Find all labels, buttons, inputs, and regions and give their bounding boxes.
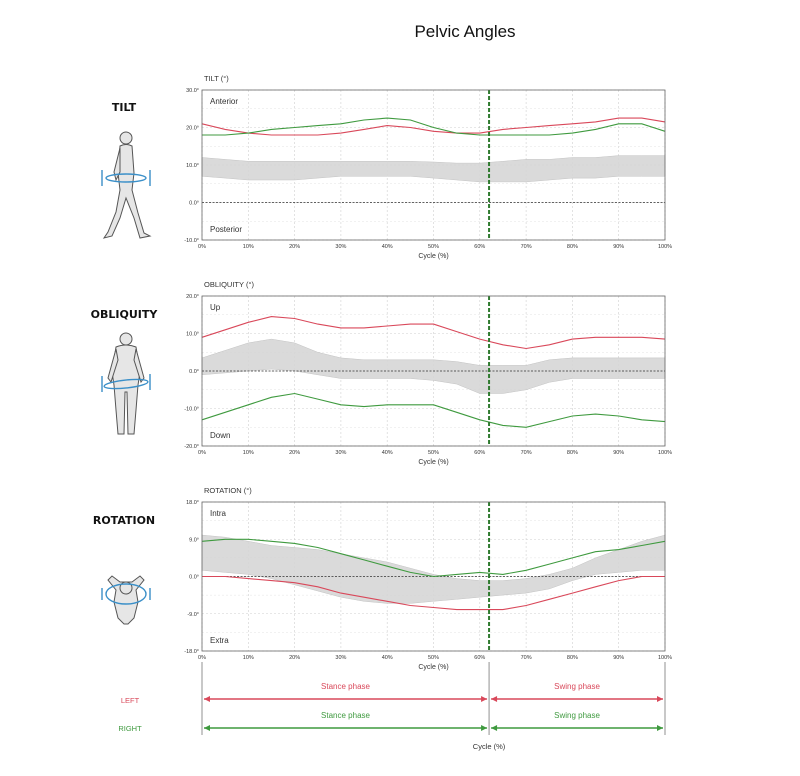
- chart-panel-obliquity: [202, 296, 665, 446]
- phase-arrowhead-right: [481, 696, 487, 702]
- x-tick-label: 80%: [566, 655, 578, 661]
- x-tick-label: 60%: [474, 450, 486, 456]
- phase-label-right: Stance phase: [321, 711, 370, 720]
- x-tick-label: 30%: [335, 244, 347, 250]
- bottom-cycle-label: Cycle (%): [472, 742, 506, 751]
- x-tick-label: 60%: [474, 244, 486, 250]
- y-tick-label: -18.0°: [184, 649, 199, 655]
- y-tick-label: 0.0°: [189, 200, 199, 207]
- x-tick-label: 90%: [613, 655, 625, 661]
- x-tick-label: 70%: [520, 655, 532, 661]
- x-tick-label: 20%: [289, 655, 301, 661]
- x-tick-label: 80%: [566, 244, 578, 250]
- x-tick-label: 30%: [335, 655, 347, 661]
- x-tick-label: 10%: [242, 655, 254, 661]
- y-tick-label: 10.0°: [186, 331, 199, 338]
- phase-label-left: Swing phase: [554, 682, 600, 691]
- x-tick-label: 100%: [657, 244, 673, 250]
- phase-arrowhead-right: [657, 725, 663, 731]
- x-axis-label: Cycle (%): [418, 459, 449, 466]
- x-tick-label: 20%: [289, 450, 301, 456]
- side-label-tilt: TILT: [111, 101, 137, 114]
- x-tick-label: 40%: [381, 244, 393, 250]
- x-tick-label: 90%: [613, 244, 625, 250]
- x-tick-label: 10%: [242, 244, 254, 250]
- phase-arrowhead-right: [657, 696, 663, 702]
- x-tick-label: 100%: [657, 450, 673, 456]
- x-tick-label: 70%: [520, 244, 532, 250]
- x-tick-label: 90%: [613, 450, 625, 456]
- y-tick-label: 9.0°: [189, 537, 199, 544]
- chart-title-tilt: TILT (°): [204, 74, 229, 83]
- figure-title: Pelvic Angles: [414, 22, 516, 41]
- x-tick-label: 40%: [381, 450, 393, 456]
- x-tick-label: 20%: [289, 244, 301, 250]
- x-tick-label: 80%: [566, 450, 578, 456]
- chart-title-rotation: ROTATION (°): [204, 486, 252, 495]
- x-tick-label: 100%: [657, 655, 673, 661]
- x-tick-label: 10%: [242, 450, 254, 456]
- y-tick-label: -9.0°: [187, 611, 199, 618]
- y-tick-label: -20.0°: [184, 444, 199, 450]
- y-tick-label: 0.0°: [189, 574, 199, 581]
- x-tick-label: 40%: [381, 655, 393, 661]
- y-tick-label: 20.0°: [186, 294, 199, 300]
- chart-panel-rotation: [202, 502, 665, 651]
- x-tick-label: 50%: [427, 244, 440, 250]
- x-tick-label: 0%: [198, 655, 206, 661]
- annotation-bottom-tilt: Posterior: [210, 225, 243, 234]
- y-tick-label: 10.0°: [186, 163, 199, 169]
- legend-right-label: RIGHT: [118, 724, 142, 733]
- phase-label-right: Swing phase: [554, 711, 600, 720]
- annotation-bottom-obliquity: Down: [210, 431, 231, 440]
- side-label-obliquity: OBLIQUITY: [90, 308, 158, 321]
- side-label-rotation: ROTATION: [92, 514, 156, 527]
- phase-arrowhead-left: [204, 696, 210, 702]
- y-tick-label: -10.0°: [184, 238, 199, 244]
- chart-panel-tilt: [202, 90, 665, 240]
- annotation-bottom-rotation: Extra: [210, 636, 229, 645]
- y-tick-label: -10.0°: [184, 406, 199, 413]
- phase-arrowhead-right: [481, 725, 487, 731]
- phase-label-left: Stance phase: [321, 682, 370, 691]
- x-tick-label: 0%: [198, 450, 206, 456]
- y-tick-label: 20.0°: [186, 125, 199, 132]
- x-axis-label: Cycle (%): [418, 253, 449, 260]
- annotation-top-obliquity: Up: [210, 303, 221, 312]
- phase-arrowhead-left: [491, 725, 497, 731]
- x-tick-label: 30%: [335, 450, 347, 456]
- x-tick-label: 70%: [520, 450, 532, 456]
- x-axis-label: Cycle (%): [418, 664, 449, 671]
- y-tick-label: 30.0°: [186, 88, 199, 94]
- legend-left-label: LEFT: [120, 696, 140, 705]
- x-tick-label: 60%: [474, 655, 486, 661]
- annotation-top-tilt: Anterior: [210, 97, 239, 106]
- x-tick-label: 0%: [198, 244, 206, 250]
- x-tick-label: 50%: [427, 655, 440, 661]
- chart-title-obliquity: OBLIQUITY (°): [204, 280, 254, 289]
- x-tick-label: 50%: [427, 450, 440, 456]
- series-line-right-obliquity: [202, 394, 665, 428]
- y-tick-label: 0.0°: [189, 369, 199, 375]
- normative-band-rotation: [202, 535, 665, 603]
- phase-arrowhead-left: [491, 696, 497, 702]
- y-tick-label: 18.0°: [186, 500, 199, 506]
- phase-arrowhead-left: [204, 725, 210, 731]
- annotation-top-rotation: Intra: [210, 509, 227, 518]
